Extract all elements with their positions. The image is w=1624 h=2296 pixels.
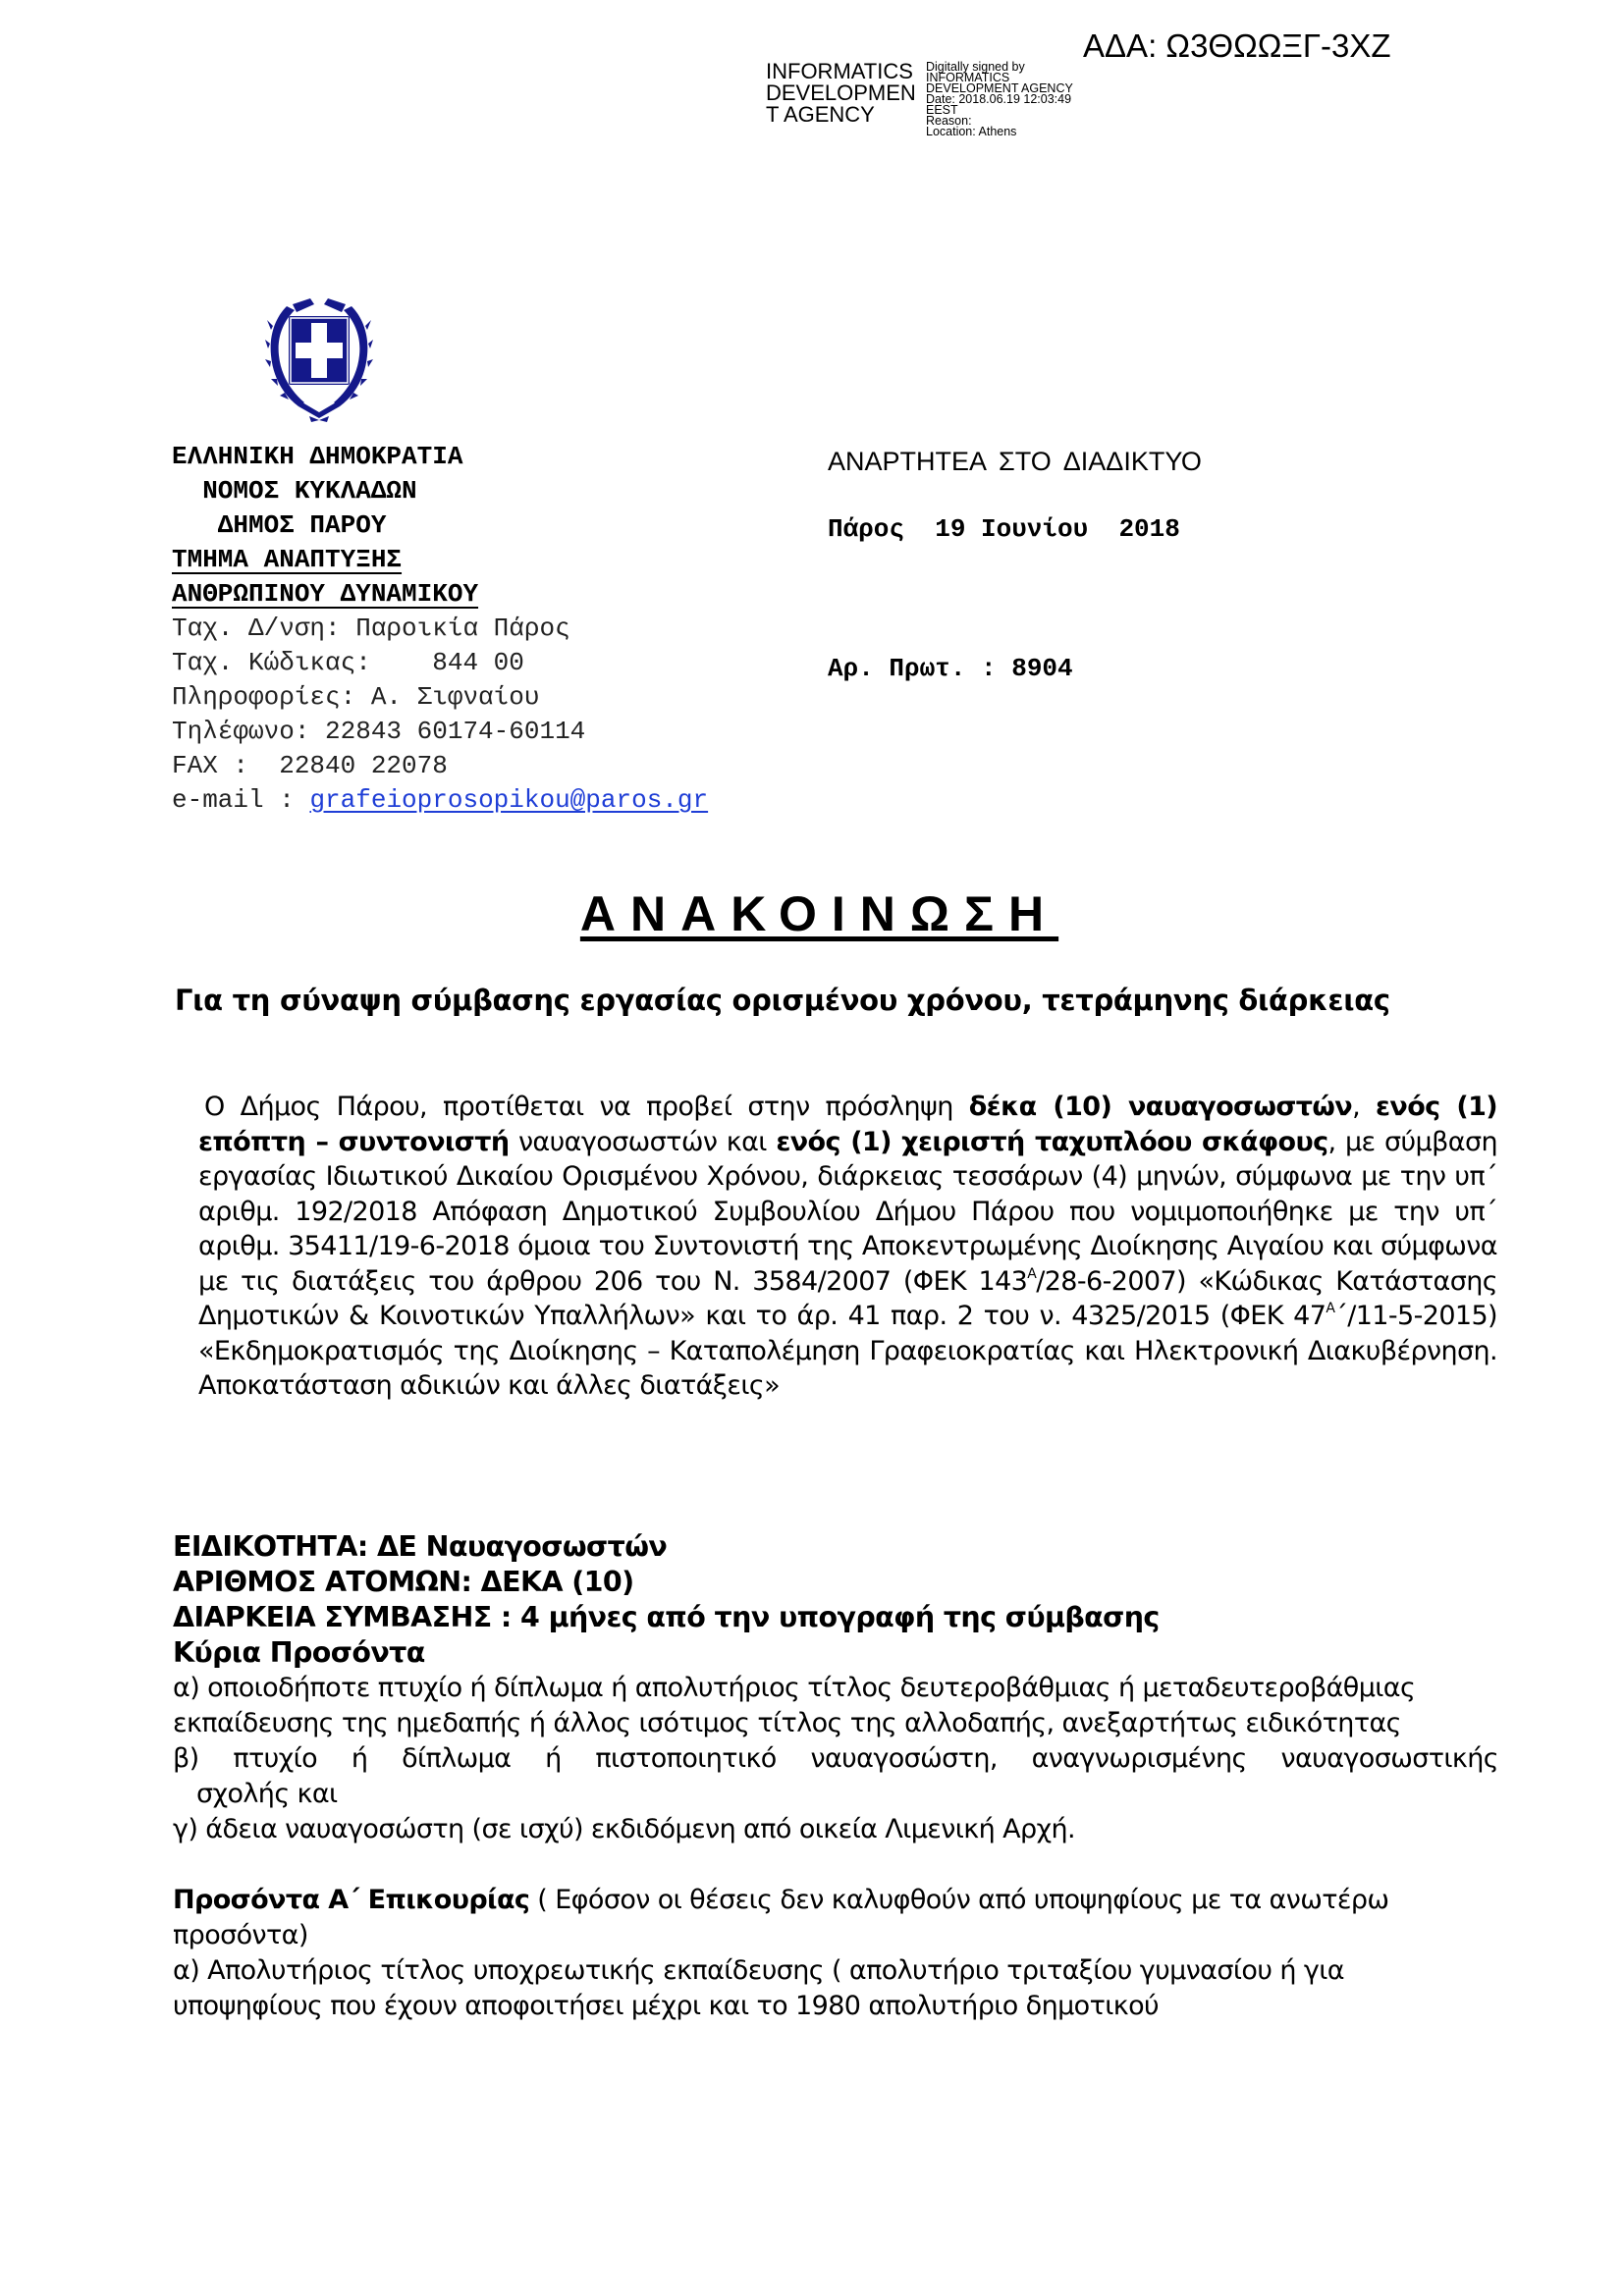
country-name: ΕΛΛΗΝΙΚΗ ΔΗΜΟΚΡΑΤΙΑ xyxy=(172,442,463,471)
municipality-name: ΔΗΜΟΣ ΠΑΡΟΥ xyxy=(172,510,387,540)
body-text: ναυαγοσωστών και xyxy=(509,1126,777,1157)
document-meta xyxy=(828,410,1202,704)
publish-online-note: ΑΝΑΡΤΗΤΕΑ ΣΤΟ ΔΙΑΔΙΚΤΥΟ xyxy=(828,447,1202,476)
protocol-number: Αρ. Πρωτ. : 8904 xyxy=(828,654,1073,683)
issuer-header xyxy=(172,440,478,612)
fax-number: FAX : 22840 22078 xyxy=(172,751,448,780)
aux-qualifications xyxy=(173,1883,1498,1953)
page-title xyxy=(0,885,1624,942)
body-text: Ο Δήμος Πάρου, προτίθεται να προβεί στην πρόσληψη xyxy=(204,1092,969,1122)
signature-detail-line: EEST xyxy=(926,103,958,117)
signer-line: DEVELOPMEN xyxy=(766,80,916,105)
department-name-line1: ΤΜΗΜΑ ΑΝΑΠΤΥΞΗΣ xyxy=(172,545,403,574)
signer-line: T AGENCY xyxy=(766,102,875,127)
postal-code: Ταχ. Κώδικας: 844 00 xyxy=(172,648,524,677)
body-text: ΄/11-5-2015) «Εκδημοκρατισμός της Διοίκησης – Καταπολέμηση Γραφειοκρατίας και Ηλεκτρονική Διακυβέρνηση. Αποκατάσταση αδικιών και άλλες διατάξεις» xyxy=(198,1301,1497,1401)
department-name-line2: ΑΝΘΡΩΠΙΝΟΥ ΔΥΝΑΜΙΚΟΥ xyxy=(172,579,479,609)
email-link[interactable]: grafeioprosopikou@paros.gr xyxy=(309,785,709,815)
body-text: /28-6-2007) «Κώδικας Κατάστασης Δημοτικών & Κοινοτικών Υπαλλήλων» και το άρ. 41 παρ. 2 του ν. 4325/2015 (ΦΕΚ 47 xyxy=(198,1265,1497,1331)
announcement-title: ΑΝΑΚΟΙΝΩΣΗ xyxy=(579,886,1059,941)
body-emphasis: ενός (1) επόπτη – συντονιστή xyxy=(198,1092,1498,1157)
email-row xyxy=(172,783,708,818)
signature-detail-line: Digitally signed by xyxy=(926,60,1025,74)
contact-person: Πληροφορίες: Α. Σιφναίου xyxy=(172,682,540,712)
body-text: , xyxy=(1352,1092,1376,1122)
prefecture-name: ΝΟΜΟΣ ΚΥΚΛΑΔΩΝ xyxy=(172,476,417,506)
specialty-heading: ΕΙΔΙΚΟΤΗΤΑ: ΔΕ Ναυαγοσωστών xyxy=(173,1530,668,1563)
signature-detail-line: Reason: xyxy=(926,114,972,128)
superscript: Α xyxy=(1027,1265,1037,1282)
aux-qualifications-note: ( Εφόσον οι θέσεις δεν καλυφθούν από υποψηφίους με τα ανωτέρω προσόντα) xyxy=(173,1885,1389,1950)
aux-qualifications-heading: Προσόντα Α΄ Επικουρίας xyxy=(173,1885,530,1915)
duration-heading: ΔΙΑΡΚΕΙΑ ΣΥΜΒΑΣΗΣ : 4 μήνες από την υπογραφή της σύμβασης xyxy=(173,1601,1160,1633)
headcount-heading: ΑΡΙΘΜΟΣ ΑΤΟΜΩΝ: ΔΕΚΑ (10) xyxy=(173,1566,634,1598)
contact-block xyxy=(172,612,708,818)
email-label: e-mail : xyxy=(172,785,310,815)
qualification-item: α) οποιοδήποτε πτυχίο ή δίπλωμα ή απολυτήριος τίτλος δευτεροβάθμιας ή μεταδευτεροβάθμιας εκπαίδευσης της ημεδαπής ή άλλος ισότιμος τίτλος της αλλοδαπής, ανεξαρτήτως ειδικότητας xyxy=(173,1673,1416,1738)
document-date: Πάρος 19 Ιουνίου 2018 xyxy=(828,514,1180,544)
announcement-subtitle: Για τη σύναψη σύμβασης εργασίας ορισμένου χρόνου, τετράμηνης διάρκειας xyxy=(175,984,1390,1017)
qualification-item: β) πτυχίο ή δίπλωμα ή πιστοποιητικό ναυαγοσώστη, αναγνωρισμένης ναυαγοσωστικής xyxy=(173,1743,1498,1774)
main-qualifications-heading: Κύρια Προσόντα xyxy=(173,1636,425,1669)
body-emphasis: δέκα (10) ναυαγοσωστών xyxy=(968,1092,1353,1122)
greek-coat-of-arms-icon xyxy=(265,296,373,422)
signature-detail-line: DEVELOPMENT AGENCY xyxy=(926,81,1073,95)
signer-line: INFORMATICS xyxy=(766,59,913,83)
superscript: Α xyxy=(1326,1301,1335,1316)
position-details xyxy=(173,1529,1498,2024)
signature-details xyxy=(926,62,1073,137)
qualification-item: γ) άδεια ναυαγοσώστη (σε ισχύ) εκδιδόμενη από οικεία Λιμενική Αρχή. xyxy=(173,1814,1075,1844)
qualification-item-cont: σχολής και xyxy=(196,1779,338,1809)
body-emphasis: ενός (1) χειριστή ταχυπλόου σκάφους xyxy=(776,1126,1328,1157)
postal-address: Ταχ. Δ/νση: Παροικία Πάρος xyxy=(172,614,570,643)
signature-signer xyxy=(766,61,916,126)
phone-number: Τηλέφωνο: 22843 60174-60114 xyxy=(172,717,586,746)
body-text: , με σύμβαση εργασίας Ιδιωτικού Δικαίου Ορισμένου Χρόνου, διάρκειας τεσσάρων (4) μηνών, σύμφωνα με την υπ΄ αριθμ. 192/2018 Απόφαση Δημοτικού Συμβουλίου Δήμου Πάρου που νομιμοποιήθηκε με την υπ΄ αριθμ. 35411/19-6-2018 όμοια του Συντονιστή της Αποκεντρωμένης Διοίκησης Αιγαίου και σύμφωνα με τις διατάξεις του άρθρου 206 του Ν. 3584/2007 (ΦΕΚ 143 xyxy=(198,1126,1497,1297)
aux-qualification-item: α) Απολυτήριος τίτλος υποχρεωτικής εκπαίδευσης ( απολυτήριο τριταξίου γυμνασίου ή για υποψηφίους που έχουν αποφοιτήσει μέχρι και το 1980 απολυτήριο δημοτικού xyxy=(173,1955,1344,2021)
signature-detail-line: Location: Athens xyxy=(926,125,1017,138)
signature-detail-line: Date: 2018.06.19 12:03:49 xyxy=(926,92,1072,106)
announcement-body xyxy=(198,1090,1497,1404)
ada-code: ΑΔΑ: Ω3ΘΩΩΞΓ-3ΧΖ xyxy=(1083,27,1391,64)
signature-detail-line: INFORMATICS xyxy=(926,71,1010,84)
